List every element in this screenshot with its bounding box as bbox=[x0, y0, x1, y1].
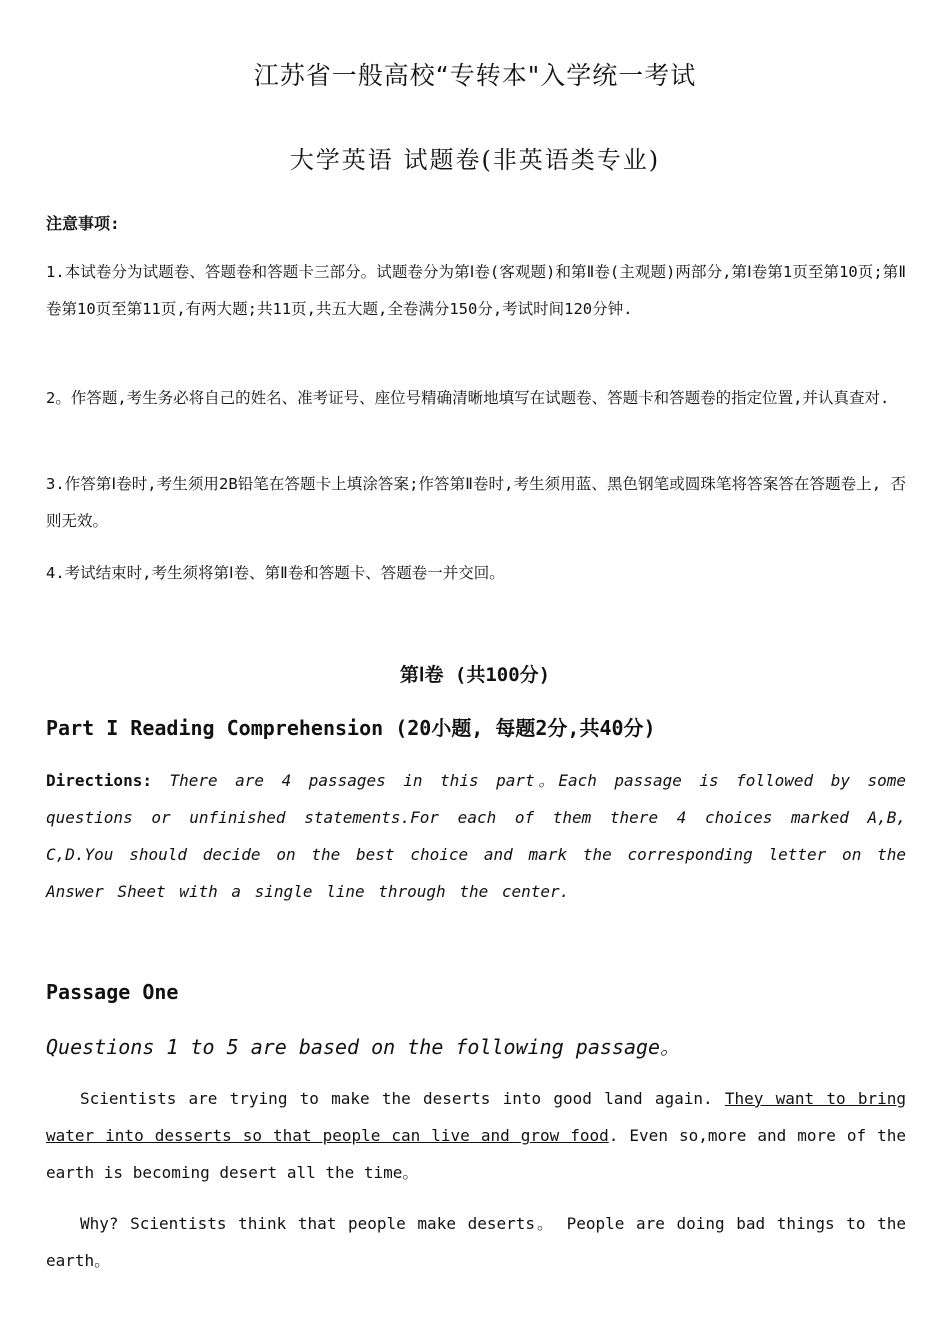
paragraph-1-underlined: They want to bring water into desserts so that people can live and grow food bbox=[46, 1089, 907, 1145]
notice-heading: 注意事项: bbox=[46, 214, 120, 233]
passage-paragraph-1 bbox=[46, 1080, 906, 1191]
exam-title: 江苏省一般高校“专转本"入学统一考试 bbox=[253, 61, 697, 90]
notice-item-4: 4.考试结束时,考生须将第Ⅰ卷、第Ⅱ卷和答题卡、答题卷一并交回。 bbox=[46, 564, 505, 582]
directions bbox=[46, 762, 906, 910]
passage-paragraph-2: Why? Scientists think that people make deserts。 People are doing bad things to the earth。 bbox=[46, 1214, 906, 1270]
exam-subtitle: 大学英语 试题卷(非英语类专业) bbox=[289, 146, 661, 174]
part-heading: Part I Reading Comprehension (20小题, 每题2分,共40分) bbox=[46, 716, 656, 740]
notice-item-3: 3.作答第Ⅰ卷时,考生须用2B铅笔在答题卡上填涂答案;作答第Ⅱ卷时,考生须用蓝、黑色钢笔或圆珠笔将答案答在答题卷上, 否则无效。 bbox=[46, 475, 906, 530]
questions-intro: Questions 1 to 5 are based on the following passage。 bbox=[46, 1035, 681, 1059]
directions-text: There are 4 passages in this part。Each passage is followed by some questions or unfinished statements.For each of them there 4 choices marked A,B, C,D.You should decide on the best choice and mark the corresponding letter on the Answer Sheet with a single line through the center. bbox=[46, 771, 906, 901]
passage-heading: Passage One bbox=[46, 980, 179, 1004]
notice-item-2: 2。作答题,考生务必将自己的姓名、准考证号、座位号精确清晰地填写在试题卷、答题卡和答题卷的指定位置,并认真查对. bbox=[46, 389, 890, 407]
paragraph-1-end: . Even so,more and more of the earth is becoming desert all the time。 bbox=[46, 1126, 906, 1182]
volume-heading: 第Ⅰ卷 (共100分) bbox=[399, 664, 551, 686]
notice-item-1: 1.本试卷分为试题卷、答题卷和答题卡三部分。试题卷分为第Ⅰ卷(客观题)和第Ⅱ卷(主观题)两部分,第Ⅰ卷第1页至第10页;第Ⅱ卷第10页至第11页,有两大题;共11页,共五大题,全卷满分150分,考试时间120分钟. bbox=[46, 263, 906, 318]
directions-label: Directions: bbox=[46, 771, 152, 790]
paragraph-1-start: Scientists are trying to make the deserts into good land again. bbox=[80, 1089, 725, 1108]
